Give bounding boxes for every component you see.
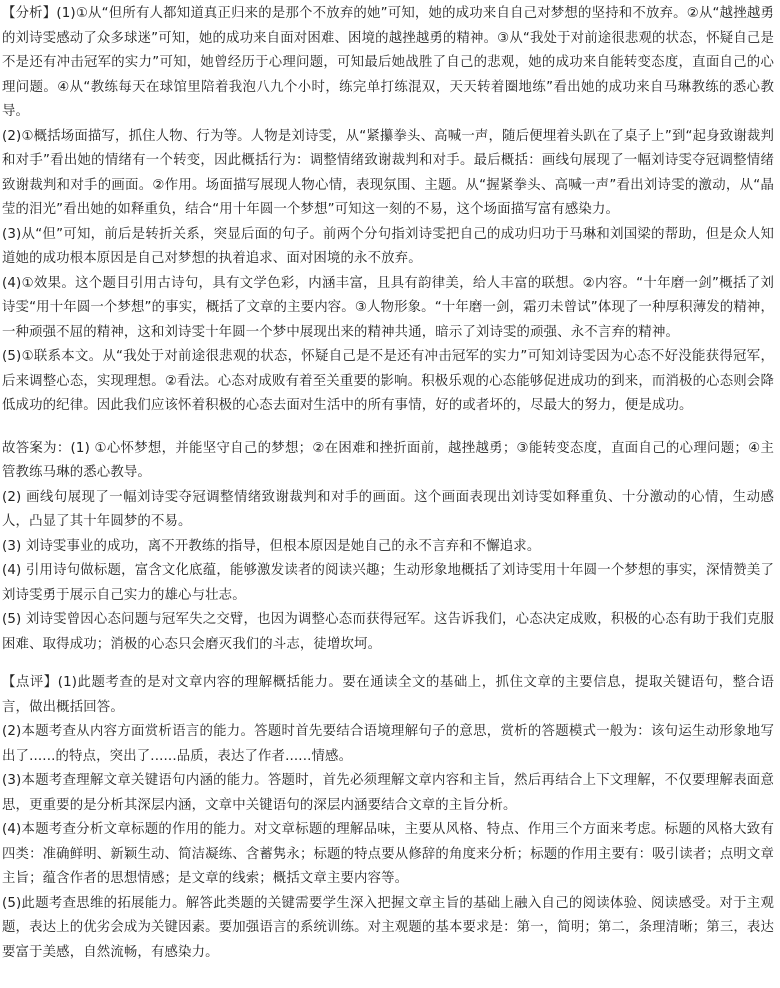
section-spacer [2,419,774,437]
analysis-paragraph-1: 【分析】(1)①从“但所有人都知道真正归来的是那个不放弃的她”可知，她的成功来自自己对梦想的坚持和不放弃。②从“越挫越勇的刘诗雯感动了众多球迷”可知，她的成功来自面对困难、困境的越挫越勇的精神。③从“我处于对前途很悲观的状态，怀疑自己是不是还有冲击冠军的实力”可知，她曾经历于心理问题，可知最后她战胜了自己的悲观，她的成功来自能转变态度，直面自己的心理问题。④从“教练每天在球馆里陪着我泡八九个小时，练完单打练混双，天天转着圈地练”看出她的成功来自马琳教练的悉心教导。 [2,6,774,119]
comments-section [2,671,774,965]
analysis-paragraph-3: (3)从“但”可知，前后是转折关系，突显后面的句子。前两个分句指刘诗雯把自己的成功归功于马琳和刘国梁的帮助，但是众人知道她的成功根本原因是自己对梦想的执着追求、面对困境的永不放弃。 [2,226,774,266]
comment-paragraph-5: (5)此题考查思维的拓展能力。解答此类题的关键需要学生深入把握文章主旨的基础上融入自己的阅读体验、阅读感受。对于主观题，表达上的优劣会成为关键因素。要加强语言的系统训练。对主观题的基本要求是：第一，简明；第二，条理清晰；第三，表达要富于美感，自然流畅，有感染力。 [2,895,774,960]
analysis-section [2,2,774,419]
section-spacer [2,657,774,671]
answer-paragraph-4: (4) 引用诗句做标题，富含文化底蕴，能够激发读者的阅读兴趣；生动形象地概括了刘诗雯用十年圆一个梦想的事实，深情赞美了刘诗雯勇于展示自己实力的雄心与壮志。 [2,563,774,603]
answer-paragraph-5: (5) 刘诗雯曾因心态问题与冠军失之交臂，也因为调整心态而获得冠军。这告诉我们，心态决定成败，积极的心态有助于我们克服困难、取得成功；消极的心态只会磨灭我们的斗志，徒增坎坷。 [2,612,774,652]
comment-paragraph-1: 【点评】(1)此题考查的是对文章内容的理解概括能力。要在通读全文的基础上，抓住文章的主要信息，提取关键语句，整合语言，做出概括回答。 [2,675,774,715]
comment-paragraph-4: (4)本题考查分析文章标题的作用的能力。对文章标题的理解品味，主要从风格、特点、作用三个方面来考虑。标题的风格大致有四类：准确鲜明、新颖生动、简洁凝练、含蓄隽永；标题的特点要从修辞的角度来分析；标题的作用主要有：吸引读者；点明文章主旨；蕴含作者的思想情感；是文章的线索；概括文章主要内容等。 [2,822,774,886]
analysis-paragraph-2: (2)①概括场面描写，抓住人物、行为等。人物是刘诗雯，从“紧攥拳头、高喊一声，随后便埋着头趴在了桌子上”到“起身致谢裁判和对手”看出她的情绪有一个转变，因此概括行为：调整情绪致谢裁判和对手。最后概括：画线句展现了一幅刘诗雯夺冠调整情绪致谢裁判和对手的画面。②作用。场面描写展现人物心情，表现氛围、主题。从“握紧拳头、高喊一声”看出刘诗雯的激动，从“晶莹的泪光”看出她的如释重负，结合“用十年圆一个梦想”可知这一刻的不易，这个场面描写富有感染力。 [2,128,774,217]
analysis-paragraph-5: (5)①联系本文。从“我处于对前途很悲观的状态，怀疑自己是不是还有冲击冠军的实力”可知刘诗雯因为心态不好没能获得冠军，后来调整心态，实现理想。②看法。心态对成败有着至关重要的影响。积极乐观的心态能够促进成功的到来，而消极的心态则会降低成功的纪律。因此我们应该怀着积极的心态去面对生活中的所有事情，好的或者坏的，尽最大的努力，便是成功。 [2,349,774,413]
comment-paragraph-3: (3)本题考查理解文章关键语句内涵的能力。答题时，首先必须理解文章内容和主旨，然后再结合上下文理解，不仅要理解表面意思，更重要的是分析其深层内涵，文章中关键语句的深层内涵要结合文章的主旨分析。 [2,773,774,813]
answers-section [2,437,774,658]
analysis-paragraph-4: (4)①效果。这个题目引用古诗句，具有文学色彩，内涵丰富，且具有韵律美，给人丰富的联想。②内容。“十年磨一剑”概括了刘诗雯“用十年圆一个梦想”的事实，概括了文章的主要内容。③人物形象。“十年磨一剑，霜刃未曾试”体现了一种厚积薄发的精神，一种顽强不屈的精神，这和刘诗雯十年圆一个梦中展现出来的精神共通，暗示了刘诗雯的顽强、永不言弃的精神。 [2,275,774,340]
comment-paragraph-2: (2)本题考查从内容方面赏析语言的能力。答题时首先要结合语境理解句子的意思，赏析的答题模式一般为：该句运生动形象地写出了......的特点，突出了......品质，表达了作者......情感。 [2,724,774,764]
answer-paragraph-2: (2) 画线句展现了一幅刘诗雯夺冠调整情绪致谢裁判和对手的画面。这个画面表现出刘诗雯如释重负、十分激动的心情，生动感人，凸显了其十年圆梦的不易。 [2,489,774,529]
answer-paragraph-3: (3) 刘诗雯事业的成功，离不开教练的指导，但根本原因是她自己的永不言弃和不懈追求。 [2,538,541,554]
answer-paragraph-1: 故答案为：(1) ①心怀梦想，并能坚守自己的梦想；②在困难和挫折面前，越挫越勇；③能转变态度，直面自己的心理问题；④主管教练马琳的悉心教导。 [2,440,774,480]
